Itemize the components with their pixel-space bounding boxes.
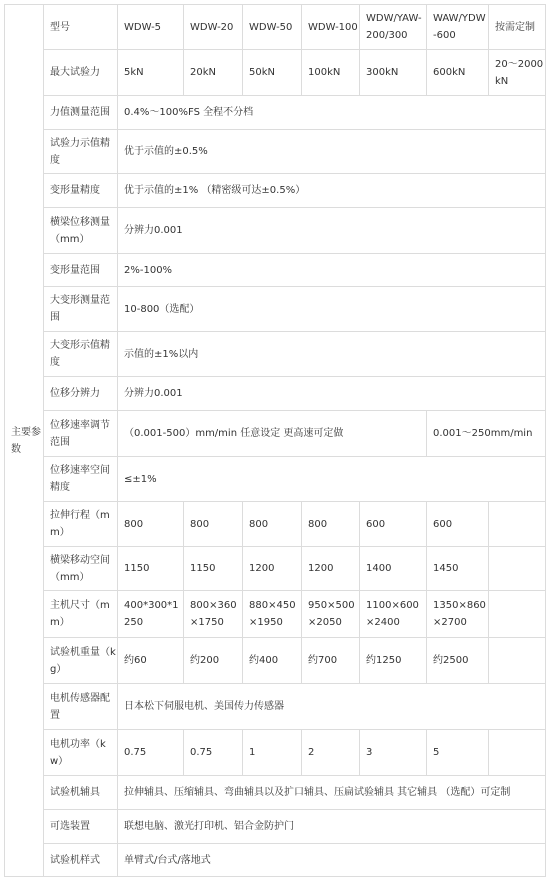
model-cell: WAW/YDW-600 <box>427 5 489 50</box>
value-cell: 单臂式/台式/落地式 <box>118 844 546 877</box>
value-cell <box>489 638 546 684</box>
table-row <box>5 208 546 254</box>
row-label: 拉伸行程（mm） <box>44 502 118 547</box>
row-label: 位移速率调节范围 <box>44 411 118 457</box>
value-cell: 800 <box>243 502 302 547</box>
row-label: 电机传感器配置 <box>44 684 118 730</box>
model-cell: WDW/YAW-200/300 <box>360 5 427 50</box>
value-cell: 600 <box>360 502 427 547</box>
value-cell: 0.4%～100%FS 全程不分档 <box>118 96 546 130</box>
value-cell: 1100×600×2400 <box>360 591 427 638</box>
value-cell: 分辨力0.001 <box>118 377 546 411</box>
table-row <box>5 730 546 776</box>
value-cell: 2 <box>302 730 360 776</box>
row-label: 力值测量范围 <box>44 96 118 130</box>
row-label: 主机尺寸（mm） <box>44 591 118 638</box>
value-cell: 0.001～250mm/min <box>427 411 546 457</box>
value-cell <box>489 730 546 776</box>
row-label: 变形量范围 <box>44 254 118 287</box>
value-cell <box>489 502 546 547</box>
value-cell: 800 <box>118 502 184 547</box>
table-row <box>5 547 546 591</box>
row-label: 位移分辨力 <box>44 377 118 411</box>
value-cell: 2%-100% <box>118 254 546 287</box>
table-row <box>5 174 546 208</box>
value-cell: 800 <box>302 502 360 547</box>
row-label: 可选装置 <box>44 810 118 844</box>
value-cell: 1 <box>243 730 302 776</box>
value-cell: 20～2000kN <box>489 50 546 96</box>
value-cell: 10-800（选配） <box>118 287 546 332</box>
table-row <box>5 411 546 457</box>
value-cell: 约400 <box>243 638 302 684</box>
value-cell: 1150 <box>184 547 243 591</box>
value-cell: 1150 <box>118 547 184 591</box>
value-cell: 950×500×2050 <box>302 591 360 638</box>
table-row <box>5 591 546 638</box>
value-cell: 1350×860×2700 <box>427 591 489 638</box>
group-label-cell <box>5 5 44 877</box>
table-row <box>5 287 546 332</box>
row-label: 横梁移动空间（mm） <box>44 547 118 591</box>
row-label: 试验机重量（kg） <box>44 638 118 684</box>
table-row <box>5 254 546 287</box>
row-label: 试验机样式 <box>44 844 118 877</box>
group-label: 主要参数 <box>11 426 41 455</box>
table-row <box>5 844 546 877</box>
table-row <box>5 130 546 174</box>
value-cell: 约60 <box>118 638 184 684</box>
value-cell: 拉伸辅具、压缩辅具、弯曲辅具以及扩口辅具、压扁试验辅具 其它辅具 （选配）可定制 <box>118 776 546 810</box>
value-cell: 约2500 <box>427 638 489 684</box>
value-cell: ≤±1% <box>118 457 546 502</box>
row-label: 变形量精度 <box>44 174 118 208</box>
model-cell: WDW-20 <box>184 5 243 50</box>
value-cell: 优于示值的±1% （精密级可达±0.5%） <box>118 174 546 208</box>
value-cell: 400*300*1250 <box>118 591 184 638</box>
value-cell: 100kN <box>302 50 360 96</box>
row-label: 横梁位移测量（mm） <box>44 208 118 254</box>
row-label: 大变形示值精度 <box>44 332 118 377</box>
value-cell: 20kN <box>184 50 243 96</box>
table-row <box>5 502 546 547</box>
value-cell: 800 <box>184 502 243 547</box>
value-cell: 约1250 <box>360 638 427 684</box>
row-label: 最大试验力 <box>44 50 118 96</box>
value-cell: 分辨力0.001 <box>118 208 546 254</box>
model-cell: 按需定制 <box>489 5 546 50</box>
value-cell: 1200 <box>302 547 360 591</box>
row-label: 位移速率空间精度 <box>44 457 118 502</box>
row-label: 电机功率（kw） <box>44 730 118 776</box>
table-row <box>5 638 546 684</box>
value-cell <box>489 591 546 638</box>
row-label: 试验机辅具 <box>44 776 118 810</box>
value-cell: 0.75 <box>184 730 243 776</box>
value-cell: 1400 <box>360 547 427 591</box>
table-row <box>5 457 546 502</box>
table-row <box>5 377 546 411</box>
row-label: 大变形测量范围 <box>44 287 118 332</box>
header-row <box>5 5 546 50</box>
spec-table <box>4 4 546 877</box>
spec-table-wrapper <box>4 4 546 877</box>
model-cell: WDW-50 <box>243 5 302 50</box>
value-cell: 600 <box>427 502 489 547</box>
value-cell: 1200 <box>243 547 302 591</box>
value-cell: 约700 <box>302 638 360 684</box>
value-cell: 600kN <box>427 50 489 96</box>
value-cell: 5 <box>427 730 489 776</box>
value-cell: 1450 <box>427 547 489 591</box>
value-cell: 300kN <box>360 50 427 96</box>
value-cell: 0.75 <box>118 730 184 776</box>
value-cell: 800×360×1750 <box>184 591 243 638</box>
table-row <box>5 50 546 96</box>
model-cell: WDW-5 <box>118 5 184 50</box>
table-row <box>5 776 546 810</box>
table-row <box>5 96 546 130</box>
table-row <box>5 332 546 377</box>
value-cell: 优于示值的±0.5% <box>118 130 546 174</box>
table-row <box>5 684 546 730</box>
value-cell: 3 <box>360 730 427 776</box>
row-label: 试验力示值精度 <box>44 130 118 174</box>
model-label: 型号 <box>44 5 118 50</box>
table-row <box>5 810 546 844</box>
value-cell <box>489 547 546 591</box>
value-cell: 日本松下伺服电机、美国传力传感器 <box>118 684 546 730</box>
value-cell: 880×450×1950 <box>243 591 302 638</box>
value-cell: 示值的±1%以内 <box>118 332 546 377</box>
value-cell: 联想电脑、激光打印机、铝合金防护门 <box>118 810 546 844</box>
model-cell: WDW-100 <box>302 5 360 50</box>
value-cell: 约200 <box>184 638 243 684</box>
value-cell: 50kN <box>243 50 302 96</box>
value-cell: 5kN <box>118 50 184 96</box>
value-cell: （0.001-500）mm/min 任意设定 更高速可定做 <box>118 411 427 457</box>
